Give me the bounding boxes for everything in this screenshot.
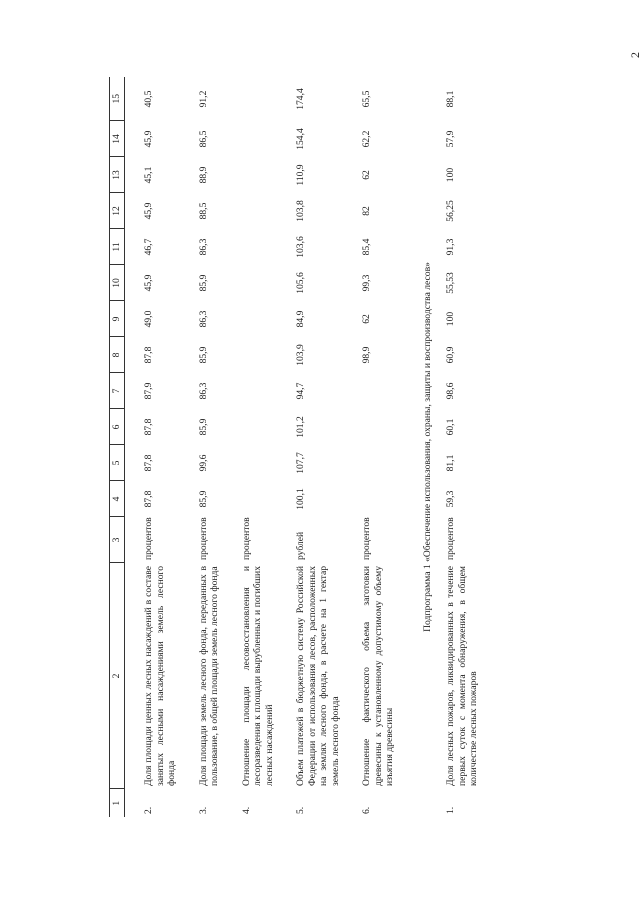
subprogram-title: Подпрограмма 1 «Обеспечение использования, охраны, защиты и воспроизводства лесов» <box>421 262 433 632</box>
header-cell: 10 <box>110 265 125 301</box>
unit-of-measure: процентов <box>445 517 456 560</box>
header-cell: 4 <box>110 481 125 517</box>
value-cell: 45,9 <box>143 274 154 292</box>
rotated-table-container <box>109 77 637 817</box>
header-cell: 2 <box>110 563 125 789</box>
value-cell: 40,5 <box>143 90 154 108</box>
indicator-name: Доля лесных пожаров, ликвидированных в течение первых суток с момента обнаружения, в общем количестве лесных пожаров <box>445 566 479 786</box>
value-cell: 101,2 <box>295 416 306 438</box>
indicators-table <box>109 77 498 817</box>
value-cell <box>239 373 278 409</box>
value-cell: 62 <box>361 170 372 180</box>
value-cell <box>359 409 398 445</box>
indicator-name: Отношение фактического объема заготовки древесины к установленному допустимому объему изъятия древесины <box>361 566 395 786</box>
table-row <box>359 77 398 817</box>
value-cell <box>239 337 278 373</box>
value-cell: 87,8 <box>143 490 154 508</box>
value-cell: 154,4 <box>295 128 306 150</box>
row-number: 5. <box>295 806 306 814</box>
value-cell: 86,3 <box>197 238 209 256</box>
value-cell <box>359 445 398 481</box>
value-cell: 100 <box>445 311 456 327</box>
table-row <box>141 77 180 817</box>
value-cell: 100,1 <box>295 488 306 510</box>
value-cell: 60,1 <box>445 418 456 436</box>
value-cell: 91,2 <box>197 90 209 108</box>
value-cell: 100 <box>445 167 456 183</box>
value-cell <box>239 229 278 265</box>
value-cell: 65,5 <box>361 90 372 108</box>
header-cell: 11 <box>110 229 125 265</box>
value-cell: 94,7 <box>295 382 306 400</box>
value-cell: 103,9 <box>295 344 306 366</box>
table-header-row <box>110 77 125 817</box>
value-cell <box>359 481 398 517</box>
spacer-row <box>343 77 359 817</box>
unit-of-measure: рублей <box>295 531 306 560</box>
value-cell: 98,9 <box>361 346 372 364</box>
spacer-row <box>180 77 196 817</box>
value-cell: 86,5 <box>197 130 209 148</box>
value-cell: 55,53 <box>445 272 456 294</box>
header-cell: 3 <box>110 517 125 563</box>
unit-of-measure: процентов <box>361 517 372 560</box>
value-cell: 87,9 <box>143 382 154 400</box>
value-cell <box>239 409 278 445</box>
value-cell: 60,9 <box>445 346 456 364</box>
header-cell: 6 <box>110 409 125 445</box>
value-cell: 59,3 <box>445 490 456 508</box>
value-cell: 110,9 <box>295 164 306 186</box>
header-cell: 7 <box>110 373 125 409</box>
table-row <box>196 77 223 817</box>
value-cell: 87,8 <box>143 346 154 364</box>
value-cell: 45,1 <box>143 166 154 184</box>
value-cell: 86,3 <box>197 382 209 400</box>
value-cell: 85,9 <box>197 418 209 436</box>
value-cell: 99,3 <box>361 274 372 292</box>
spacer-row <box>223 77 239 817</box>
header-cell: 8 <box>110 337 125 373</box>
header-cell: 12 <box>110 193 125 229</box>
value-cell: 45,9 <box>143 202 154 220</box>
row-number: 1. <box>445 806 456 814</box>
value-cell: 82 <box>361 206 372 216</box>
value-cell: 84,9 <box>295 310 306 328</box>
value-cell: 81,1 <box>445 454 456 472</box>
value-cell: 174,4 <box>295 88 306 110</box>
value-cell: 46,7 <box>143 238 154 256</box>
indicator-name: Отношение площади лесовосстановления и лесоразведения к площади вырубленных и погибших лесных насаждений <box>240 566 275 786</box>
unit-of-measure: процентов <box>240 517 252 560</box>
header-cell: 1 <box>110 789 125 817</box>
value-cell <box>239 481 278 517</box>
indicator-name: Доля площади ценных лесных насаждений в составе занятых лесными насаждениями земель лесного фонда <box>143 566 177 786</box>
header-cell: 5 <box>110 445 125 481</box>
value-cell: 99,6 <box>197 454 209 472</box>
spacer-row <box>482 77 498 817</box>
spacer-row <box>277 77 293 817</box>
value-cell: 62 <box>361 314 372 324</box>
value-cell: 85,9 <box>197 490 209 508</box>
table-row <box>443 77 482 817</box>
value-cell: 86,3 <box>197 310 209 328</box>
value-cell: 88,9 <box>197 166 209 184</box>
value-cell <box>239 77 278 121</box>
value-cell: 85,4 <box>361 238 372 256</box>
header-cell: 15 <box>110 77 125 121</box>
table-row <box>293 77 343 817</box>
value-cell <box>239 445 278 481</box>
value-cell: 107,7 <box>295 452 306 474</box>
value-cell <box>239 157 278 193</box>
value-cell: 85,9 <box>197 346 209 364</box>
value-cell: 103,6 <box>295 236 306 258</box>
table-row <box>239 77 278 817</box>
unit-of-measure: процентов <box>143 517 154 560</box>
value-cell: 62,2 <box>361 130 372 148</box>
value-cell <box>239 121 278 157</box>
value-cell: 56,25 <box>445 200 456 222</box>
value-cell <box>239 265 278 301</box>
value-cell: 103,8 <box>295 200 306 222</box>
spacer-row <box>398 77 414 817</box>
value-cell: 88,5 <box>197 202 209 220</box>
value-cell <box>239 193 278 229</box>
value-cell: 87,8 <box>143 454 154 472</box>
value-cell: 88,1 <box>445 90 456 108</box>
row-number: 4. <box>240 806 252 814</box>
unit-of-measure: процентов <box>197 517 209 560</box>
subprogram-heading-row <box>414 77 444 817</box>
row-number: 6. <box>361 806 372 814</box>
page-number: 2 <box>628 52 642 58</box>
value-cell: 57,9 <box>445 130 456 148</box>
row-number: 3. <box>197 806 209 814</box>
value-cell <box>239 301 278 337</box>
header-cell: 14 <box>110 121 125 157</box>
value-cell: 87,8 <box>143 418 154 436</box>
value-cell: 98,6 <box>445 382 456 400</box>
spacer-row <box>125 77 142 817</box>
value-cell: 85,9 <box>197 274 209 292</box>
value-cell <box>359 373 398 409</box>
row-number: 2. <box>143 806 154 814</box>
value-cell: 49,0 <box>143 310 154 328</box>
value-cell: 91,3 <box>445 238 456 256</box>
header-cell: 9 <box>110 301 125 337</box>
header-cell: 13 <box>110 157 125 193</box>
indicator-name: Объем платежей в бюджетную систему Российской Федерации от использования лесов, расположенных на землях лесного фонда, в расчете на 1 гектар земель лесного фонда <box>295 566 341 786</box>
value-cell: 45,9 <box>143 130 154 148</box>
indicator-name: Доля площади земель лесного фонда, переданных в пользование, в общей площади земель лесного фонда <box>197 566 220 786</box>
value-cell: 105,6 <box>295 272 306 294</box>
